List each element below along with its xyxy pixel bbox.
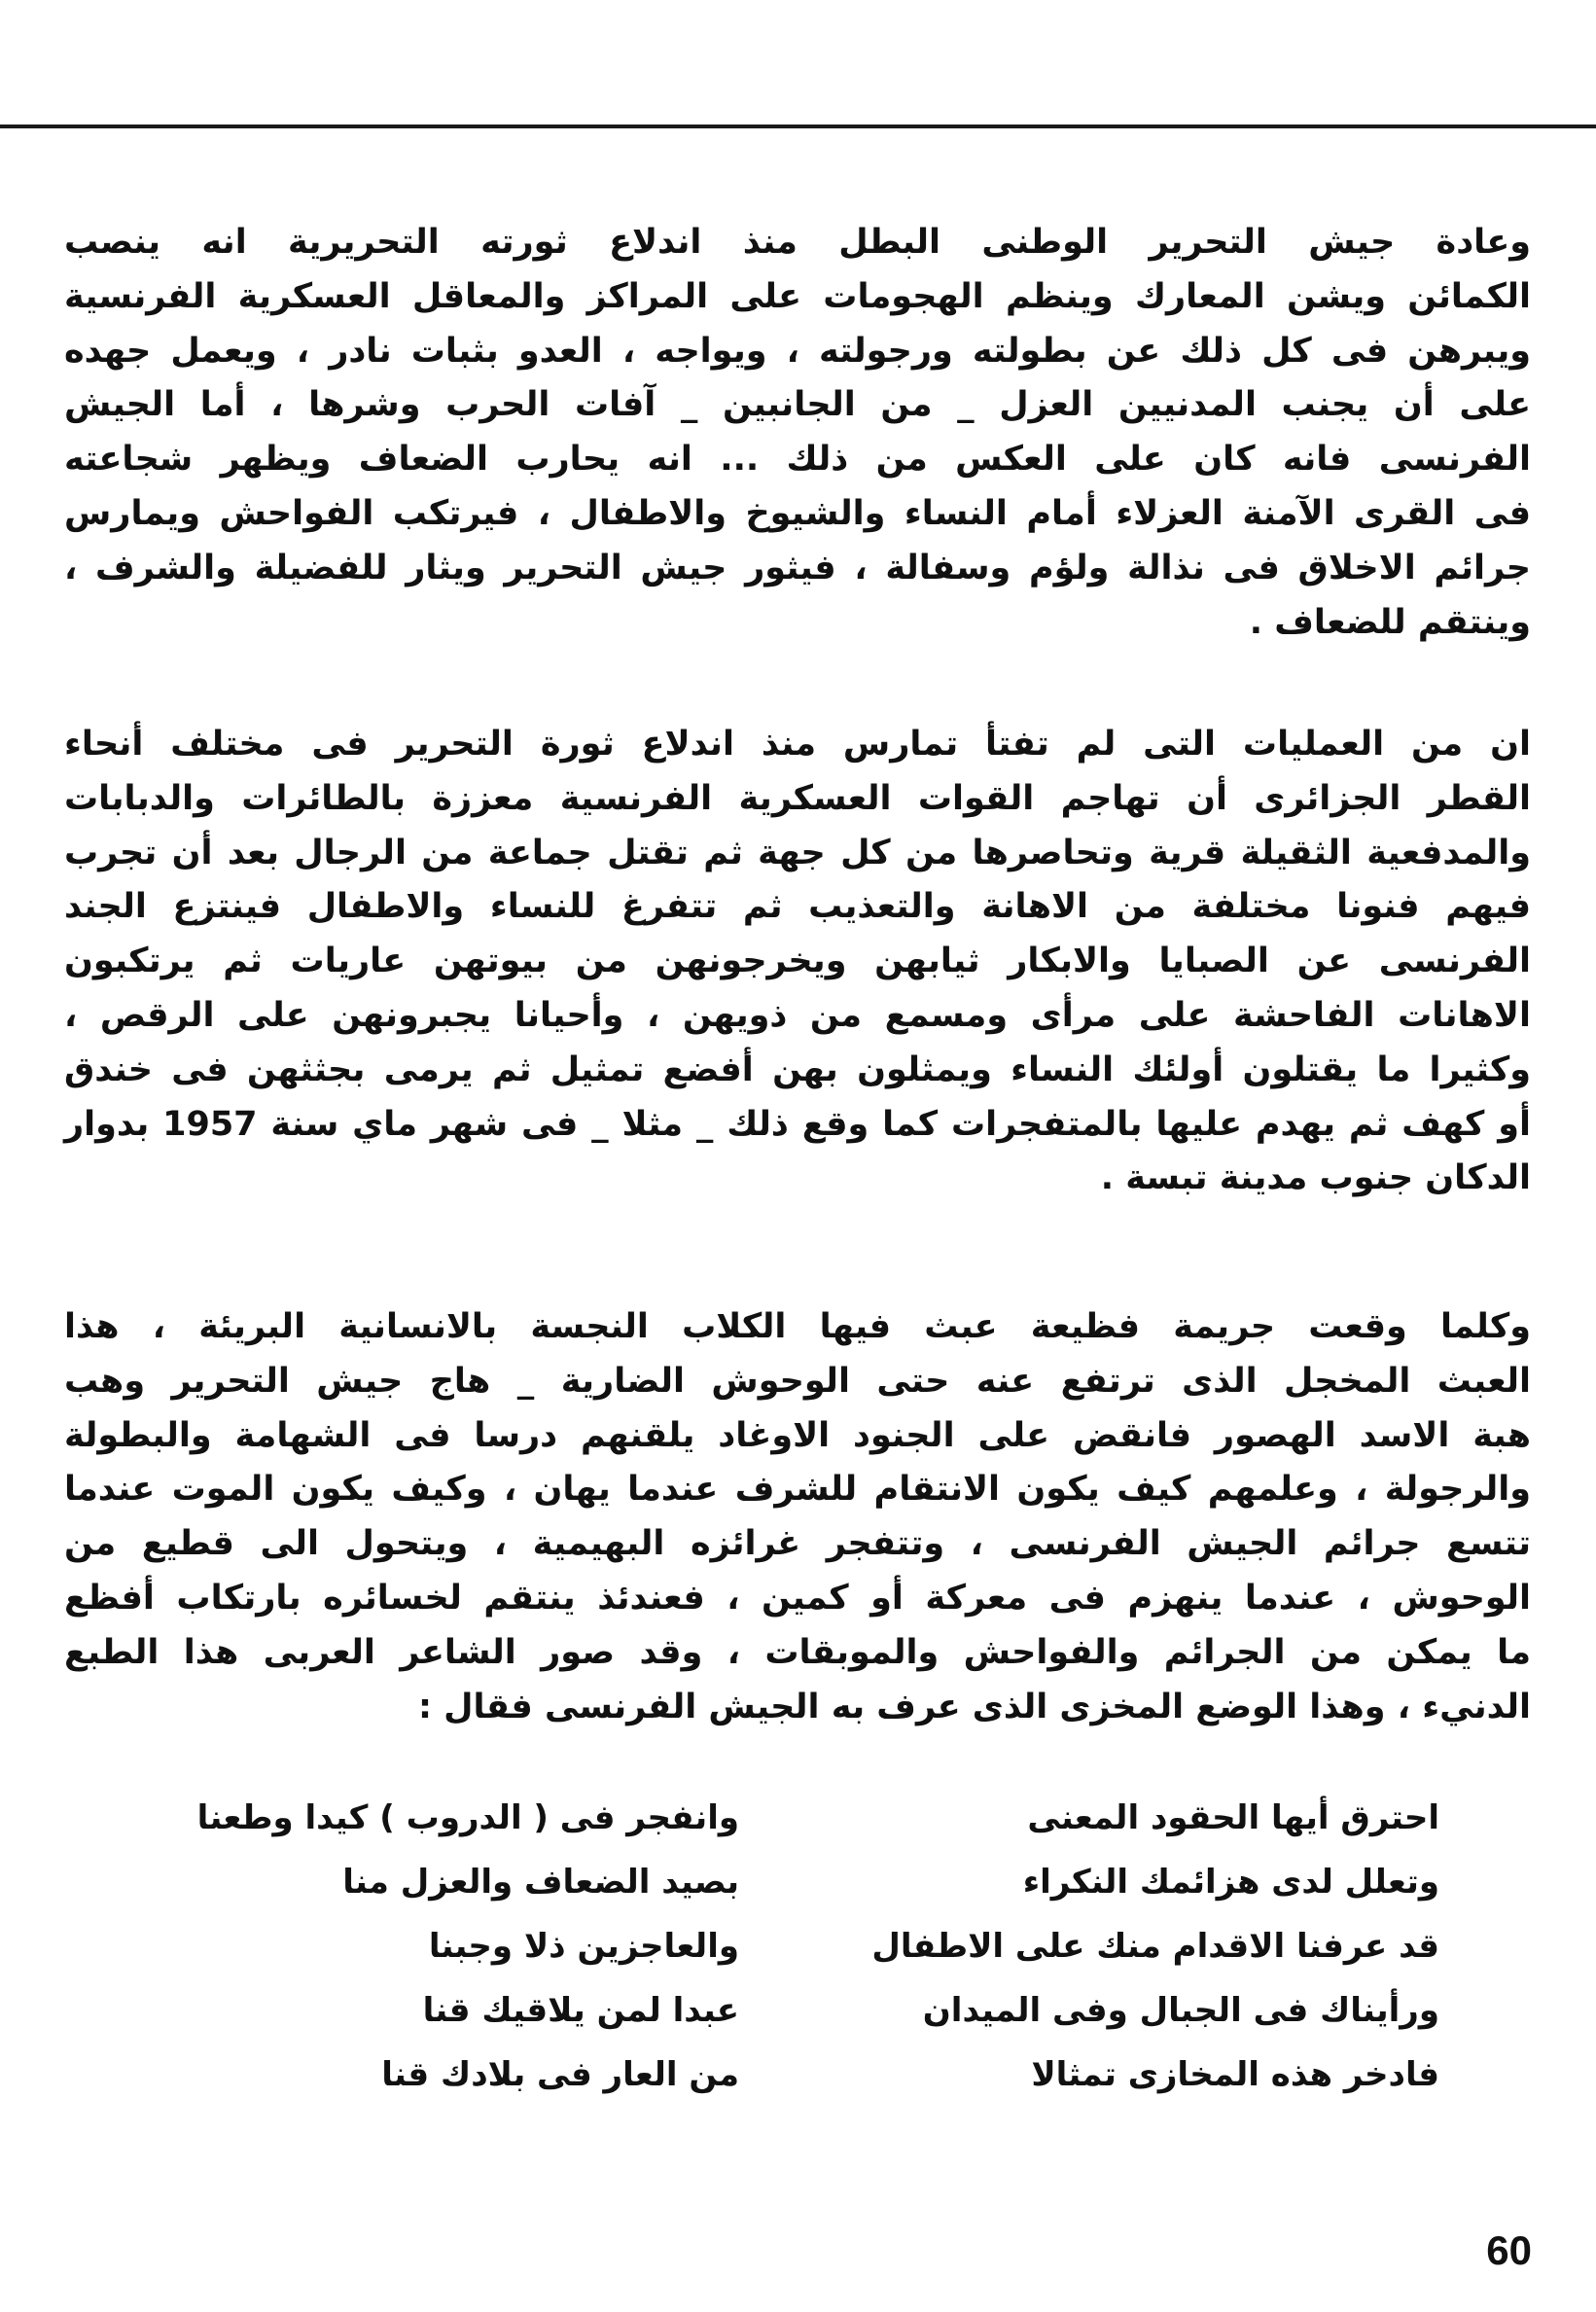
paragraph-3	[64, 1300, 1531, 1734]
poem-verse	[136, 1978, 1439, 2043]
top-rule	[0, 124, 1596, 128]
poem-verse	[136, 1786, 1439, 1850]
page-number: 60	[1486, 2227, 1532, 2273]
poem-verse	[136, 2043, 1439, 2107]
verse-first-hemistich: وتعلل لدى هزائمك النكراء	[1022, 1863, 1439, 1902]
paragraph-line: الفرنسى فانه كان على العكس من ذلك ... انه يحارب الضعاف ويظهر شجاعته	[64, 440, 1531, 480]
verse-first-hemistich: احترق أيها الحقود المعنى	[1027, 1798, 1439, 1837]
verse-first-hemistich: قد عرفنا الاقدام منك على الاطفال	[871, 1927, 1439, 1966]
paragraph-line: الكمائن ويشن المعارك وينظم الهجومات على المراكز والمعاقل العسكرية الفرنسية	[64, 276, 1531, 316]
paragraph-line: أو كهف ثم يهدم عليها بالمتفجرات كما وقع ذلك _ مثلا _ فى شهر ماي سنة 1957 بدوار	[64, 1104, 1531, 1144]
paragraph-line: فيهم فنونا مختلفة من الاهانة والتعذيب ثم تتفرغ للنساء والاطفال فينتزع الجند	[64, 887, 1531, 927]
verse-first-hemistich: فادخر هذه المخازى تمثالا	[1031, 2055, 1439, 2094]
verse-first-hemistich: ورأيناك فى الجبال وفى الميدان	[922, 1991, 1439, 2030]
paragraph-line: فى القرى الآمنة العزلاء أمام النساء والشيوخ والاطفال ، فيرتكب الفواحش ويمارس	[64, 493, 1531, 533]
poem	[136, 1786, 1439, 2107]
verse-second-hemistich: والعاجزين ذلا وجبنا	[428, 1927, 739, 1966]
paragraph-line: وينتقم للضعاف .	[1249, 602, 1531, 642]
paragraph-line: والرجولة ، وعلمهم كيف يكون الانتقام للشرف عندما يهان ، وكيف يكون الموت عندما	[64, 1470, 1531, 1510]
paragraph-line: الدكان جنوب مدينة تبسة .	[1100, 1158, 1531, 1198]
verse-second-hemistich: عبدا لمن يلاقيك قنا	[422, 1991, 739, 2030]
paragraph-line: وعادة جيش التحرير الوطنى البطل منذ اندلاع ثورته التحريرية انه ينصب	[64, 223, 1531, 262]
paragraph-line: وكلما وقعت جريمة فظيعة عبث فيها الكلاب النجسة بالانسانية البريئة ، هذا	[64, 1307, 1531, 1346]
paragraph-1	[64, 216, 1531, 650]
verse-second-hemistich: وانفجر فى ( الدروب ) كيدا وطعنا	[196, 1798, 739, 1837]
verse-second-hemistich: بصيد الضعاف والعزل منا	[342, 1863, 739, 1902]
paragraph-2	[64, 718, 1531, 1206]
paragraph-line: جرائم الاخلاق فى نذالة ولؤم وسفالة ، فيثور جيش التحرير ويثار للفضيلة والشرف ،	[64, 548, 1531, 587]
poem-verse	[136, 1914, 1439, 1978]
verse-second-hemistich: من العار فى بلادك قنا	[381, 2055, 739, 2094]
paragraph-line: ما يمكن من الجرائم والفواحش والموبقات ، وقد صور الشاعر العربى هذا الطبع	[64, 1632, 1531, 1672]
paragraph-line: العبث المخجل الذى ترتفع عنه حتى الوحوش الضارية _ هاج جيش التحرير وهب	[64, 1361, 1531, 1401]
paragraph-line: تتسع جرائم الجيش الفرنسى ، وتتفجر غرائزه البهيمية ، ويتحول الى قطيع من	[64, 1524, 1531, 1564]
paragraph-line: الفرنسى عن الصبايا والابكار ثيابهن ويخرجونهن من بيوتهن عاريات ثم يرتكبون	[64, 942, 1531, 981]
paragraph-line: الاهانات الفاحشة على مرأى ومسمع من ذويهن ، وأحيانا يجبرونهن على الرقص ،	[64, 995, 1531, 1035]
paragraph-line: الوحوش ، عندما ينهزم فى معركة أو كمين ، فعندئذ ينتقم لخسائره بارتكاب أفظع	[64, 1578, 1531, 1618]
paragraph-line: هبة الاسد الهصور فانقض على الجنود الاوغاد يلقنهم درسا فى الشهامة والبطولة	[64, 1415, 1531, 1455]
paragraph-line: وكثيرا ما يقتلون أولئك النساء ويمثلون بهن أفضع تمثيل ثم يرمى بجثثهن فى خندق	[64, 1049, 1531, 1089]
paragraph-line: والمدفعية الثقيلة قرية وتحاصرها من كل جهة ثم تقتل جماعة من الرجال بعد أن تجرب	[64, 833, 1531, 872]
paragraph-line: القطر الجزائرى أن تهاجم القوات العسكرية الفرنسية معززة بالطائرات والدبابات	[64, 778, 1531, 818]
paragraph-line: على أن يجنب المدنيين العزل _ من الجانبين _ آفات الحرب وشرها ، أما الجيش	[64, 385, 1531, 425]
paragraph-line: الدنيء ، وهذا الوضع المخزى الذى عرف به الجيش الفرنسى فقال :	[417, 1687, 1531, 1726]
paragraph-line: ان من العمليات التى لم تفتأ تمارس منذ اندلاع ثورة التحرير فى مختلف أنحاء	[64, 725, 1531, 764]
paragraph-line: ويبرهن فى كل ذلك عن بطولته ورجولته ، ويواجه ، العدو بثبات نادر ، ويعمل جهده	[64, 331, 1531, 371]
poem-verse	[136, 1850, 1439, 1914]
